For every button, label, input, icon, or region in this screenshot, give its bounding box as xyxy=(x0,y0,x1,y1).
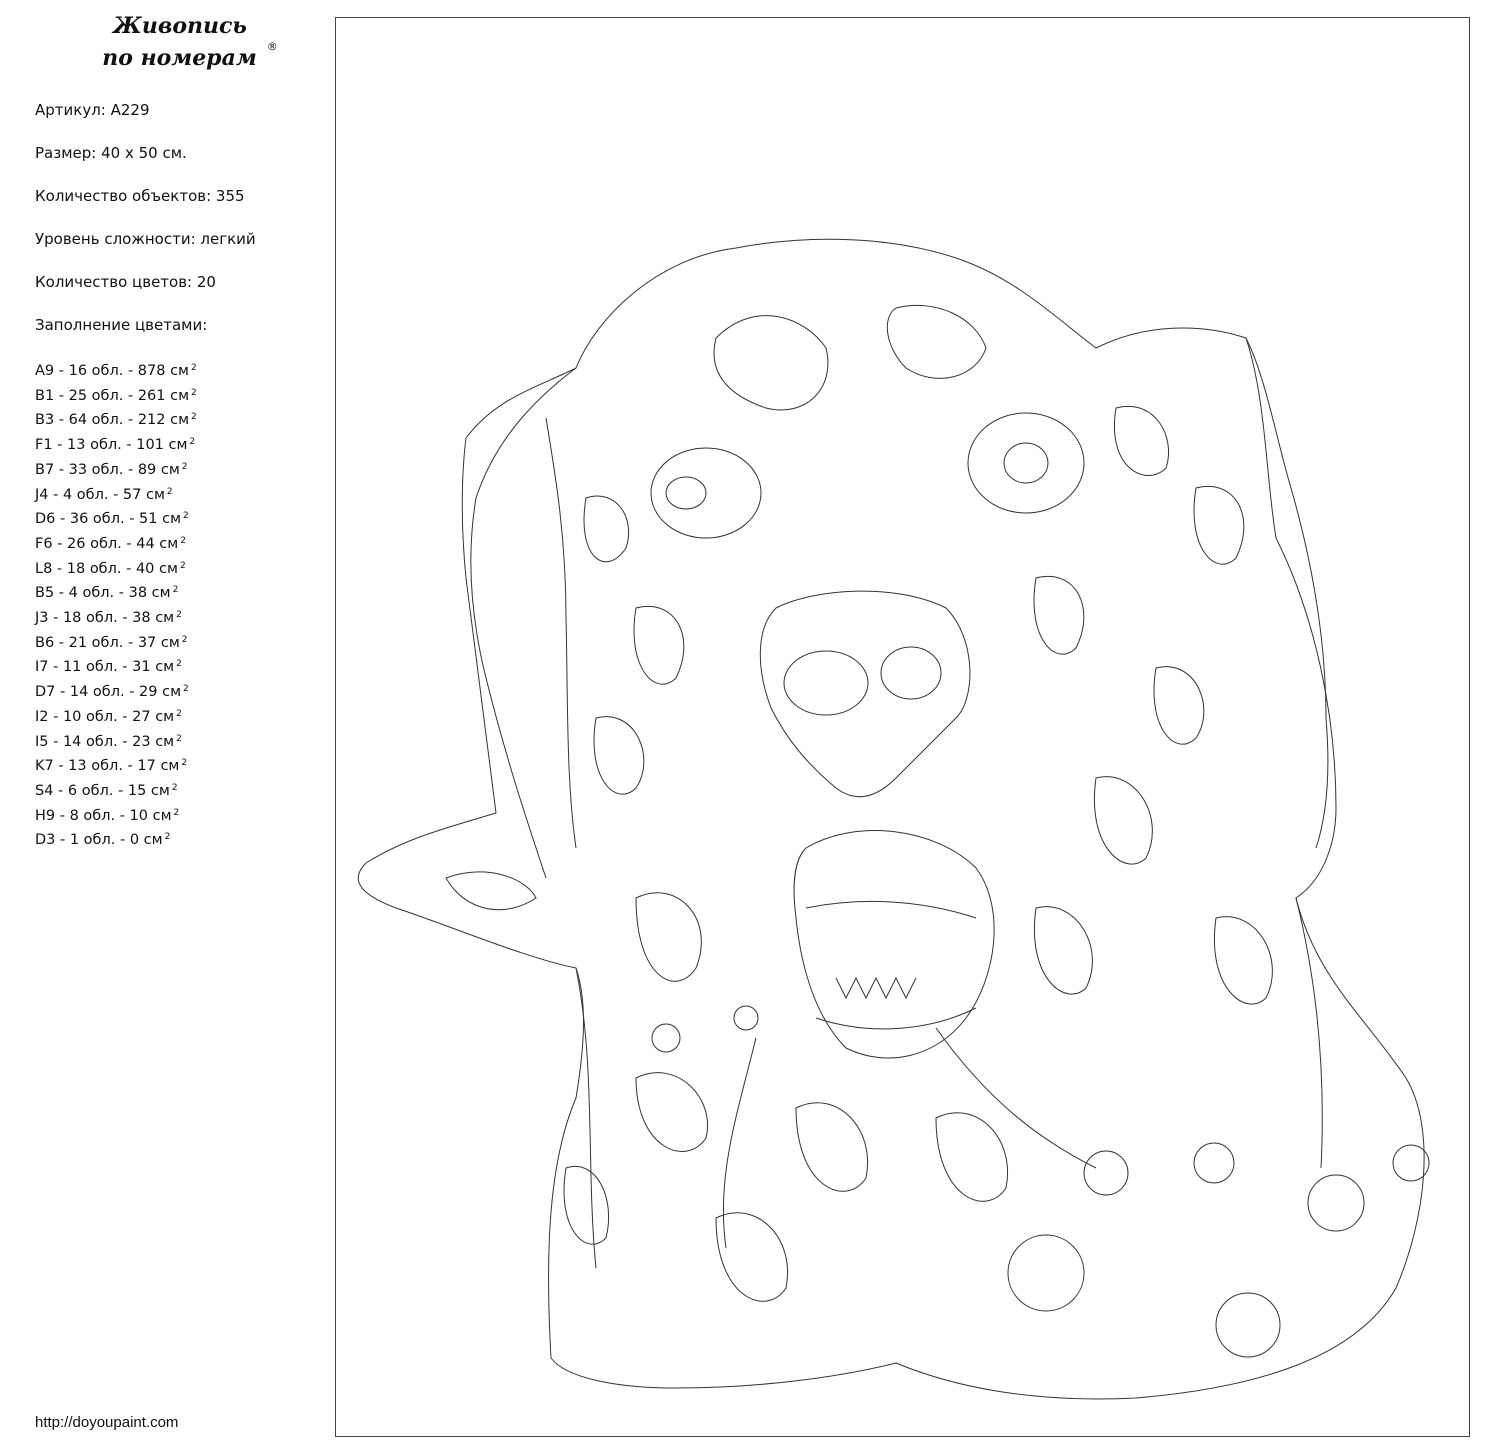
color-list-item xyxy=(35,630,197,655)
unit-superscript: 2 xyxy=(181,758,188,769)
color-entry-text: L8 - 18 обл. - 40 см xyxy=(35,560,178,577)
dog-outline-drawing xyxy=(336,18,1469,1436)
color-entry-text: B6 - 21 обл. - 37 см xyxy=(35,634,180,651)
color-entry-text: B7 - 33 обл. - 89 см xyxy=(35,461,180,478)
size-text: Размер: 40 х 50 см. xyxy=(35,144,187,162)
unit-superscript: 2 xyxy=(181,634,188,645)
unit-superscript: 2 xyxy=(191,387,197,398)
color-list-item xyxy=(35,704,197,729)
color-list-item xyxy=(35,729,197,754)
color-entry-text: S4 - 6 обл. - 15 см xyxy=(35,782,170,799)
color-entry-text: I5 - 14 обл. - 23 см xyxy=(35,733,175,750)
color-list-item xyxy=(35,753,197,778)
site-link[interactable]: http://doyoupaint.com xyxy=(35,1414,179,1431)
color-entry-text: I2 - 10 обл. - 27 см xyxy=(35,708,175,725)
unit-superscript: 2 xyxy=(166,486,173,497)
color-list-item xyxy=(35,432,197,457)
product-info xyxy=(35,100,256,358)
unit-superscript: 2 xyxy=(191,363,197,373)
color-entry-text: I7 - 11 обл. - 31 см xyxy=(35,659,175,676)
color-entry-text: D6 - 36 обл. - 51 см xyxy=(35,511,182,528)
color-list-item xyxy=(35,556,197,581)
color-list-item xyxy=(35,580,197,605)
article-text: Артикул: A229 xyxy=(35,101,150,119)
color-entry-text: B3 - 64 обл. - 212 см xyxy=(35,412,190,429)
unit-superscript: 2 xyxy=(172,585,179,596)
color-entry-text: H9 - 8 обл. - 10 см xyxy=(35,807,172,824)
unit-superscript: 2 xyxy=(179,560,186,571)
color-list-item xyxy=(35,457,197,482)
color-list-item xyxy=(35,679,197,704)
colors-count-text: Количество цветов: 20 xyxy=(35,273,216,291)
color-entry-text: D3 - 1 обл. - 0 см xyxy=(35,832,163,849)
color-entry-text: K7 - 13 обл. - 17 см xyxy=(35,758,180,775)
color-list-item xyxy=(35,605,197,630)
color-list-item xyxy=(35,803,197,828)
color-entry-text: J3 - 18 обл. - 38 см xyxy=(35,610,175,627)
unit-superscript: 2 xyxy=(180,535,186,546)
unit-superscript: 2 xyxy=(176,610,182,621)
color-entry-text: J4 - 4 обл. - 57 см xyxy=(35,486,165,503)
objects-count-text: Количество объектов: 355 xyxy=(35,187,245,205)
unit-superscript: 2 xyxy=(176,659,182,670)
color-list-item xyxy=(35,654,197,679)
color-list-item xyxy=(35,531,197,556)
unit-superscript: 2 xyxy=(189,437,196,448)
color-entry-text: A9 - 16 обл. - 878 см xyxy=(35,363,189,379)
difficulty-text: Уровень сложности: легкий xyxy=(35,230,256,248)
unit-superscript: 2 xyxy=(171,782,178,793)
color-list-item xyxy=(35,407,197,432)
color-entry-text: F1 - 13 обл. - 101 см xyxy=(35,437,188,454)
unit-superscript: 2 xyxy=(183,684,189,695)
unit-superscript: 2 xyxy=(191,412,197,423)
color-entry-text: B5 - 4 обл. - 38 см xyxy=(35,585,171,602)
unit-superscript: 2 xyxy=(181,461,188,472)
unit-superscript: 2 xyxy=(176,733,182,744)
unit-superscript: 2 xyxy=(173,807,180,818)
color-list-item xyxy=(35,383,197,408)
unit-superscript: 2 xyxy=(176,708,182,719)
color-entry-text: D7 - 14 обл. - 29 см xyxy=(35,684,182,701)
color-entry-text: F6 - 26 обл. - 44 см xyxy=(35,535,179,552)
sidebar xyxy=(0,0,320,1453)
coloring-canvas xyxy=(335,17,1470,1437)
unit-superscript: 2 xyxy=(164,832,171,843)
color-list-item xyxy=(35,506,197,531)
brand-line-2: по номерам xyxy=(102,45,257,71)
registered-mark: ® xyxy=(266,40,278,53)
brand-logo xyxy=(90,10,290,74)
color-entry-text: B1 - 25 обл. - 261 см xyxy=(35,387,190,404)
color-list-item xyxy=(35,778,197,803)
color-list-item xyxy=(35,358,197,383)
unit-superscript: 2 xyxy=(183,511,189,522)
color-list-item xyxy=(35,482,197,507)
brand-line-1: Живопись xyxy=(113,13,247,39)
fill-heading: Заполнение цветами: xyxy=(35,316,208,334)
color-list xyxy=(35,358,197,852)
color-list-item xyxy=(35,827,197,852)
